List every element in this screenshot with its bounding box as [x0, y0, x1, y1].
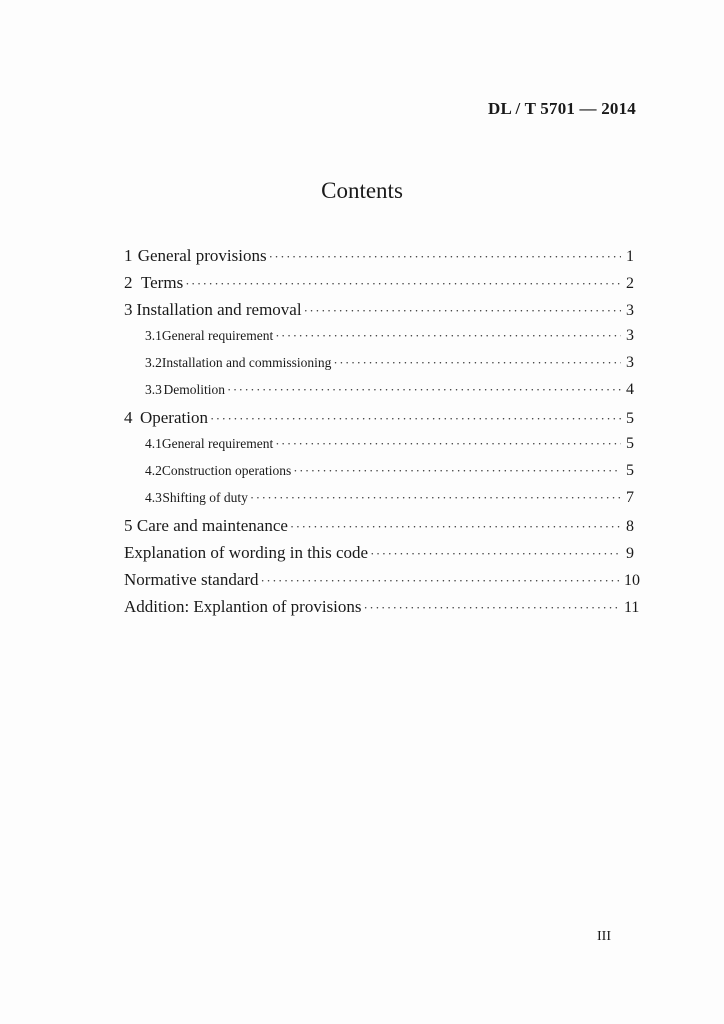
toc-entry-title: Operation: [139, 408, 208, 427]
toc-entry-title: Shifting of duty: [162, 490, 248, 505]
toc-entry[interactable]: [124, 516, 634, 543]
toc-entry-title: Normative standard: [124, 570, 259, 589]
toc-entry[interactable]: [124, 570, 640, 597]
toc-entry-title: Demolition: [163, 382, 225, 397]
toc-leader-dots: [250, 490, 621, 506]
toc-entry-page: 8: [626, 518, 634, 535]
toc-entry[interactable]: [124, 408, 634, 435]
toc-subentry[interactable]: [124, 462, 634, 489]
toc-leader-dots: [275, 436, 621, 452]
toc-leader-dots: [333, 355, 621, 371]
toc-entry-title: Construction operations: [161, 463, 292, 478]
toc-entry-title: Installation and removal: [136, 300, 302, 319]
toc-entry[interactable]: [124, 543, 634, 570]
toc-entry-number: 3: [124, 300, 133, 319]
toc-entry-number: 5: [124, 516, 133, 535]
document-code: DL / T 5701 — 2014: [488, 99, 636, 118]
toc-entry-title: Care and maintenance: [136, 516, 288, 535]
toc-entry-title: General provisions: [137, 246, 267, 265]
toc-leader-dots: [269, 249, 621, 265]
toc-leader-dots: [290, 519, 621, 535]
toc-entry-page: 5: [626, 410, 634, 427]
page-number: III: [597, 929, 611, 944]
toc-entry-title: General requirement: [161, 328, 274, 343]
toc-entry-title: General requirement: [161, 436, 274, 451]
toc-leader-dots: [261, 573, 621, 589]
toc-entry-number: 4: [124, 408, 133, 427]
toc-subentry[interactable]: [124, 489, 634, 516]
toc-entry-title: Addition: Explantion of provisions: [124, 597, 362, 616]
toc-entry-page: 7: [626, 489, 634, 506]
toc-leader-dots: [304, 303, 621, 319]
toc-entry-number: 3.2: [145, 355, 162, 370]
toc-entry-page: 4: [626, 381, 634, 398]
toc-leader-dots: [227, 382, 621, 398]
toc-leader-dots: [275, 328, 621, 344]
toc-subentry[interactable]: [124, 381, 634, 408]
toc-subentry[interactable]: [124, 354, 634, 381]
toc-entry-page: 1: [626, 248, 634, 265]
toc-entry-number: 1: [124, 246, 133, 265]
toc-leader-dots: [210, 411, 621, 427]
toc-entry[interactable]: [124, 597, 640, 624]
toc-title: Contents: [321, 178, 403, 203]
toc-subentry[interactable]: [124, 435, 634, 462]
toc-entry-page: 9: [626, 545, 634, 562]
toc-entry-page: 5: [626, 435, 634, 452]
toc-entry[interactable]: [124, 246, 634, 273]
toc-leader-dots: [370, 546, 621, 562]
toc-entry-number: 4.2: [145, 463, 162, 478]
toc-entry-title: Explanation of wording in this code: [124, 543, 369, 562]
toc-entry[interactable]: [124, 273, 634, 300]
toc-entry-page: 11: [624, 599, 640, 616]
toc-entry-number: 3.3: [145, 382, 162, 397]
toc-entry-number: 2: [124, 273, 133, 292]
toc-entry-page: 2: [626, 275, 634, 292]
table-of-contents: [124, 246, 640, 624]
toc-entry-page: 3: [626, 354, 634, 371]
toc-leader-dots: [364, 600, 621, 616]
toc-entry-page: 3: [626, 302, 634, 319]
toc-entry-page: 3: [626, 327, 634, 344]
toc-entry-number: 4.3: [145, 490, 162, 505]
toc-leader-dots: [185, 276, 621, 292]
toc-entry-title: Terms: [140, 273, 184, 292]
toc-entry-number: 4.1: [145, 436, 162, 451]
toc-entry-page: 5: [626, 462, 634, 479]
toc-entry[interactable]: [124, 300, 634, 327]
toc-entry-number: 3.1: [145, 328, 162, 343]
toc-leader-dots: [293, 463, 621, 479]
toc-entry-page: 10: [624, 572, 640, 589]
toc-entry-title: Installation and commissioning: [161, 355, 332, 370]
toc-subentry[interactable]: [124, 327, 634, 354]
